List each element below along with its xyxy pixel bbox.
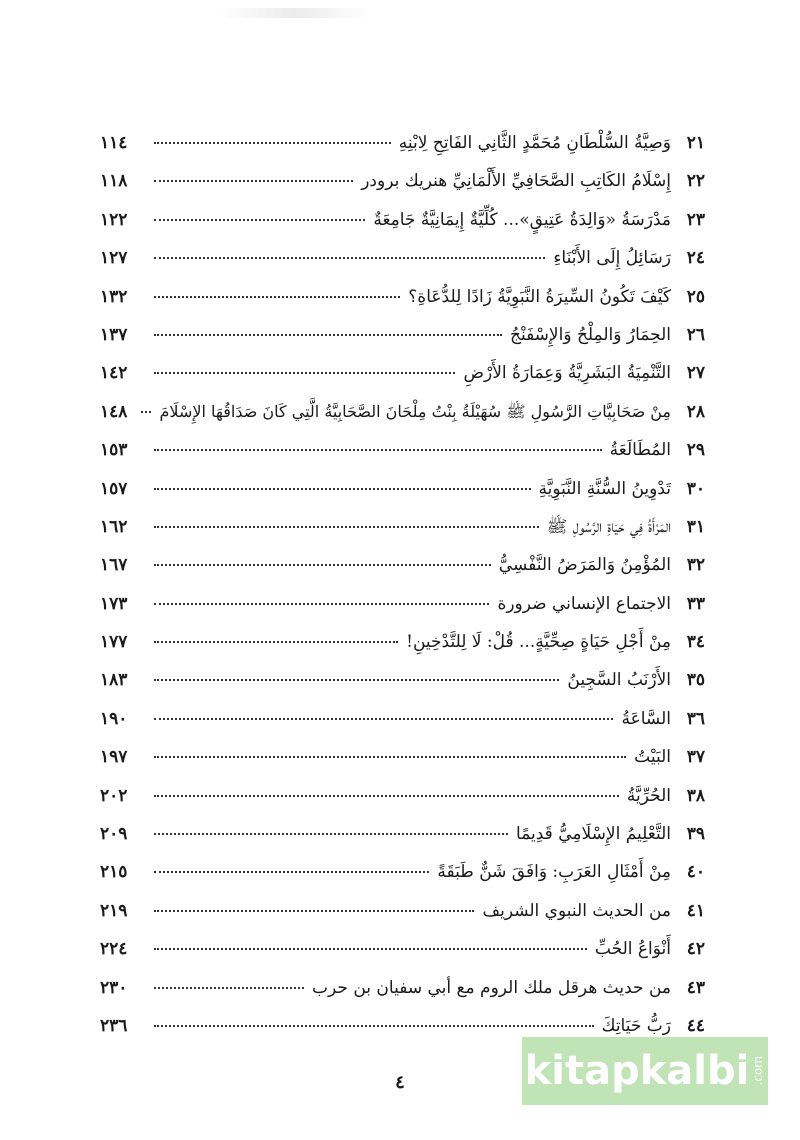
toc-entry xyxy=(100,623,705,661)
dot-leader xyxy=(154,795,619,797)
toc-entry xyxy=(100,930,705,968)
toc-entry-number: ٣٥ xyxy=(686,670,705,691)
toc-entry-number: ٤٤ xyxy=(686,1015,705,1036)
toc-entry-title: رَبُّ حَيَاتِكَ xyxy=(601,1015,671,1036)
toc-entry-page: ١٢٧ xyxy=(100,248,128,269)
toc-entry xyxy=(100,661,705,699)
toc-entry-page: ٢١٥ xyxy=(100,862,128,883)
toc-entry-page: ١٣٧ xyxy=(100,324,128,345)
toc-entry-title: مَدْرَسَةُ «وَالِدَةُ عَتِيقٍ»... كُلِّيَّةٌ إِيمَانِيَّةٌ جَامِعَةٌ xyxy=(373,209,671,230)
toc-entry-page: ١٨٣ xyxy=(100,670,128,691)
toc-entry-page: ٢٣٠ xyxy=(100,977,128,998)
dot-leader xyxy=(141,411,151,413)
toc-entry xyxy=(100,393,705,431)
dot-leader xyxy=(154,526,539,528)
dot-leader xyxy=(154,833,508,835)
toc-entry-number: ٣٤ xyxy=(686,632,705,653)
toc-entry-page: ١٤٢ xyxy=(100,363,128,384)
dot-leader xyxy=(154,603,489,605)
toc-entry-number: ٢١ xyxy=(686,133,705,153)
toc-entry-number: ٢٥ xyxy=(686,286,705,307)
toc-entry-title: البَيْتُ xyxy=(634,747,671,768)
toc-entry xyxy=(100,354,705,392)
toc-entry-page: ٢١٩ xyxy=(100,900,128,921)
toc-entry-title: السَّاعَةُ xyxy=(621,708,671,729)
toc-entry-number: ٢٦ xyxy=(686,324,705,345)
dot-leader xyxy=(154,488,531,490)
dot-leader xyxy=(154,449,602,451)
dot-leader xyxy=(154,910,474,912)
toc-entry xyxy=(100,853,705,891)
dot-leader xyxy=(154,142,391,144)
toc-entry-title: إِسْلَامُ الكَاتِبِ الصَّحَافِيِّ الأَلْمَانِيِّ هنريك برودر xyxy=(361,171,671,192)
toc-entry-title: مِنْ صَحَابِيَّاتِ الرَّسُولِ ﷺ سُهَيْلَةُ بِنْتُ مِلْحَانَ الصَّحَابِيَّةُ الَّتِي كَانَ صَدَاقُهَا الإِسْلَامَ xyxy=(159,401,671,421)
toc-entry-number: ٢٤ xyxy=(686,248,705,269)
dot-leader xyxy=(154,679,559,681)
toc-entry-title: المَرْأَةُ فِي حَيَاةِ الرَّسُولِ ﷺ xyxy=(546,516,671,537)
toc-entry-page: ٢٣٦ xyxy=(100,1015,128,1036)
toc-entry-page: ١٧٧ xyxy=(100,632,128,653)
toc-entry-page: ٢٢٤ xyxy=(100,939,128,960)
dot-leader xyxy=(154,756,626,758)
watermark-text: kitapkalbi xyxy=(524,1048,750,1094)
toc-entry-number: ٣٦ xyxy=(686,708,705,729)
toc-entry-page: ١٣٢ xyxy=(100,286,128,307)
toc-entry-number: ٣٩ xyxy=(686,824,705,845)
toc-entry-number: ٢٨ xyxy=(686,401,705,422)
toc-entry xyxy=(100,124,705,162)
toc-entry-page: ١١٨ xyxy=(100,171,128,192)
toc-entry-number: ٣١ xyxy=(686,516,705,537)
toc-entry-title: الحُرِّيَّةُ xyxy=(626,785,671,806)
dot-leader xyxy=(154,564,491,566)
toc-entry xyxy=(100,201,705,239)
toc-entry-page: ١٦٧ xyxy=(100,555,128,576)
dot-leader xyxy=(154,987,304,989)
toc-entry xyxy=(100,508,705,546)
watermark-logo xyxy=(522,1037,768,1105)
toc-entry-title: من الحديث النبوي الشريف xyxy=(482,900,671,921)
toc-entry xyxy=(100,738,705,776)
toc-entry-number: ٢٣ xyxy=(686,209,705,230)
toc-entry-number: ٢٢ xyxy=(686,171,705,192)
toc-entry-title: التَّنْمِيَةُ البَشَرِيَّةُ وَعِمَارَةُ الأَرْضِ xyxy=(463,363,671,384)
toc-entry-title: من حديث هرقل ملك الروم مع أبي سفيان بن حرب xyxy=(312,977,671,998)
toc-entry-title: الحِمَارُ وَالمِلْحُ وَالإِسْفَنْجُ xyxy=(509,324,671,345)
toc-entry-number: ٤٣ xyxy=(686,977,705,998)
toc-entry-number: ٣٨ xyxy=(686,785,705,806)
toc-entry-page: ٢٠٩ xyxy=(100,824,128,845)
toc-entry xyxy=(100,278,705,316)
toc-entry-number: ٤١ xyxy=(686,900,705,921)
toc-entry-number: ٣٢ xyxy=(686,555,705,576)
toc-entry-page: ١١٤ xyxy=(100,133,128,153)
page-number: ٤ xyxy=(395,1072,405,1093)
toc-entry-page: ١٦٢ xyxy=(100,516,128,537)
dot-leader xyxy=(154,871,429,873)
dot-leader xyxy=(154,718,613,720)
dot-leader xyxy=(154,641,398,643)
toc-entry xyxy=(100,431,705,469)
dot-leader xyxy=(154,180,353,182)
toc-entry-title: وَصِيَّةُ السُّلْطَانِ مُحَمَّدٍ الثَّانِي الفَاتِحِ لِابْنِهِ xyxy=(398,133,671,153)
dot-leader xyxy=(154,372,455,374)
toc-entry-number: ٤٢ xyxy=(686,939,705,960)
toc-entry-number: ٣٠ xyxy=(686,478,705,499)
toc-entry-page: ١٢٢ xyxy=(100,209,128,230)
toc-entry-title: مِنْ أَمْثَالِ العَرَبِ: وَافَقَ شَنٌّ طَبَقَةً xyxy=(437,862,671,883)
toc-entry-title: تَدْوِينُ السُّنَّةِ النَّبَوِيَّةِ xyxy=(538,478,671,499)
toc-entry xyxy=(100,777,705,815)
toc-entry-title: أَنْوَاعُ الحُبِّ xyxy=(594,939,671,960)
dot-leader xyxy=(154,257,545,259)
toc-entry-page: ١٧٣ xyxy=(100,593,128,614)
toc-entry-title: التَّعْلِيمُ الإِسْلَامِيُّ قَدِيمًا xyxy=(516,824,671,845)
toc-entry xyxy=(100,585,705,623)
toc-entry-page: ١٩٠ xyxy=(100,708,128,729)
top-smudge xyxy=(220,8,370,18)
dot-leader xyxy=(154,334,502,336)
toc-entry xyxy=(100,316,705,354)
toc-entry-number: ٣٧ xyxy=(686,747,705,768)
toc-entry xyxy=(100,162,705,200)
toc-entry-title: كَيْفَ تَكُونُ السِّيرَةُ النَّبَوِيَّةُ زَادًا لِلدُّعَاةِ؟ xyxy=(408,286,671,307)
dot-leader xyxy=(154,1025,594,1027)
toc-entry-page: ١٤٨ xyxy=(100,401,128,422)
toc-entry xyxy=(100,239,705,277)
toc-entry xyxy=(100,969,705,1007)
dot-leader xyxy=(154,296,400,298)
toc-entry-page: ١٥٧ xyxy=(100,478,128,499)
toc-entry-number: ٣٣ xyxy=(686,593,705,614)
toc-entry xyxy=(100,470,705,508)
toc-entry xyxy=(100,546,705,584)
toc-entry-number: ٤٠ xyxy=(686,862,705,883)
toc-entry-page: ٢٠٢ xyxy=(100,785,128,806)
table-of-contents xyxy=(100,124,705,1045)
toc-entry-title: مِنْ أَجْلِ حَيَاةٍ صِحِّيَّةٍ... قُلْ: لَا لِلتَّدْخِينِ! xyxy=(406,632,671,653)
toc-entry-number: ٢٩ xyxy=(686,440,705,461)
toc-entry-page: ١٥٣ xyxy=(100,440,128,461)
toc-entry xyxy=(100,700,705,738)
toc-entry-title: الأَرْنَبُ السَّجِينُ xyxy=(567,670,671,691)
dot-leader xyxy=(154,948,587,950)
toc-entry-title: الاجتماع الإنساني ضرورة xyxy=(497,593,671,614)
dot-leader xyxy=(154,219,365,221)
toc-entry xyxy=(100,892,705,930)
toc-entry-number: ٢٧ xyxy=(686,363,705,384)
toc-entry-title: المُؤْمِنُ وَالمَرَضُ النَّفْسِيُّ xyxy=(498,555,671,576)
toc-entry-page: ١٩٧ xyxy=(100,747,128,768)
toc-entry-title: المُطَالَعَةُ xyxy=(609,440,671,461)
toc-entry xyxy=(100,815,705,853)
toc-entry-title: رَسَائِلُ إِلَى الأَبْنَاءِ xyxy=(553,248,671,269)
watermark-suffix: .com xyxy=(751,1056,766,1086)
